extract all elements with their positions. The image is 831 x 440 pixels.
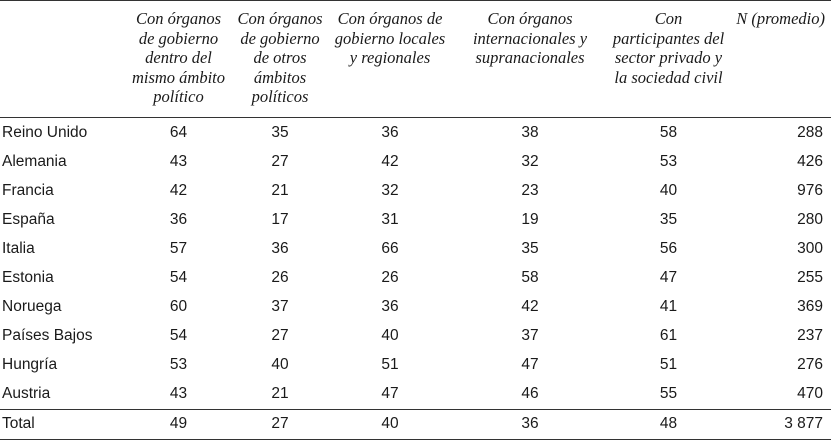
cell-value: 19 <box>521 210 539 228</box>
cell-total-value: 36 <box>450 409 610 439</box>
cell-value: 47 <box>521 356 539 374</box>
header-row <box>0 1 831 118</box>
table-header <box>0 1 831 118</box>
cell-n: 276 <box>797 356 823 374</box>
cell-value: 51 <box>381 356 399 374</box>
cell-value: 27 <box>271 327 289 345</box>
cell-value: 57 <box>169 239 188 257</box>
cell-total-value: 40 <box>330 409 450 439</box>
cell-value: 23 <box>521 181 539 199</box>
table-row <box>0 380 831 410</box>
cell-value: 46 <box>521 385 539 403</box>
cell-value: 42 <box>381 152 399 170</box>
cell-value: 41 <box>659 298 678 316</box>
cell-value: 21 <box>271 385 289 403</box>
cell-country: Italia <box>2 239 35 257</box>
cell-n: 280 <box>797 210 823 228</box>
cell-value: 43 <box>169 385 188 403</box>
cell-country: Austria <box>2 385 51 403</box>
cell-n: 976 <box>797 181 823 199</box>
cell-total-value: 27 <box>230 409 330 439</box>
header-other-scope: Con órganos de gobierno de otros ámbitos políticos <box>237 9 323 106</box>
cell-n: 369 <box>797 298 823 316</box>
cell-value: 64 <box>169 123 188 141</box>
cell-value: 35 <box>521 239 539 257</box>
table-row <box>0 322 831 351</box>
cell-country: Reino Unido <box>2 123 88 141</box>
cell-value: 27 <box>271 152 289 170</box>
cell-value: 31 <box>381 210 399 228</box>
cell-country: España <box>2 210 55 228</box>
cell-value: 26 <box>271 269 289 287</box>
table-row <box>0 293 831 322</box>
cell-value: 36 <box>169 210 188 228</box>
cell-country: Países Bajos <box>2 327 93 345</box>
header-same-scope: Con órganos de gobierno dentro del mismo ámbito político <box>131 9 226 106</box>
cell-value: 40 <box>659 181 678 199</box>
cell-value: 42 <box>169 181 188 199</box>
cell-value: 35 <box>659 210 678 228</box>
cell-n: 426 <box>797 152 823 170</box>
cell-value: 54 <box>169 327 188 345</box>
cell-n: 470 <box>797 385 823 403</box>
cell-value: 51 <box>659 356 678 374</box>
cell-value: 58 <box>659 123 678 141</box>
cell-value: 53 <box>169 356 188 374</box>
cell-value: 53 <box>659 152 678 170</box>
cell-value: 60 <box>169 298 188 316</box>
cell-value: 35 <box>271 123 289 141</box>
total-row <box>0 409 831 439</box>
cell-value: 36 <box>271 239 289 257</box>
cell-value: 54 <box>169 269 188 287</box>
table-row <box>0 263 831 292</box>
table-row <box>0 176 831 205</box>
cell-n: 255 <box>797 269 823 287</box>
header-international: Con órganos internacionales y supranacionales <box>472 9 588 67</box>
table-row <box>0 234 831 263</box>
cell-country: Francia <box>2 181 54 199</box>
cell-value: 38 <box>521 123 539 141</box>
cell-value: 47 <box>381 385 399 403</box>
cell-value: 42 <box>521 298 539 316</box>
header-n-average: N (promedio) <box>736 9 825 28</box>
cell-value: 32 <box>521 152 539 170</box>
table-body <box>0 118 831 440</box>
cell-value: 58 <box>521 269 539 287</box>
cell-total-value: 49 <box>127 409 230 439</box>
cell-value: 40 <box>271 356 289 374</box>
cell-value: 26 <box>381 269 399 287</box>
cell-value: 17 <box>271 210 289 228</box>
cell-value: 43 <box>169 152 188 170</box>
cell-value: 36 <box>381 123 399 141</box>
cell-value: 61 <box>659 327 678 345</box>
header-local-regional: Con órganos de gobierno locales y regionales <box>334 9 446 67</box>
cell-value: 56 <box>659 239 678 257</box>
cell-country: Estonia <box>2 269 54 287</box>
cell-value: 55 <box>659 385 678 403</box>
cell-value: 66 <box>381 239 399 257</box>
cell-n: 300 <box>797 239 823 257</box>
header-private-civil: Con participantes del sector privado y la sociedad civil <box>612 9 725 87</box>
cell-value: 47 <box>659 269 678 287</box>
cell-value: 40 <box>381 327 399 345</box>
cell-country: Alemania <box>2 152 67 170</box>
cell-total-label: Total <box>0 409 127 439</box>
cell-value: 37 <box>271 298 289 316</box>
cell-value: 32 <box>381 181 399 199</box>
cell-n: 237 <box>797 327 823 345</box>
cell-country: Noruega <box>2 298 62 316</box>
header-country <box>0 1 127 118</box>
cell-country: Hungría <box>2 356 58 374</box>
cell-value: 37 <box>521 327 539 345</box>
cell-value: 21 <box>271 181 289 199</box>
table-row <box>0 351 831 380</box>
cell-n: 288 <box>797 123 823 141</box>
cell-total-n: 3 877 <box>727 409 831 439</box>
table-row <box>0 205 831 234</box>
cell-value: 36 <box>381 298 399 316</box>
table-row <box>0 147 831 176</box>
table-row <box>0 118 831 148</box>
cell-total-value: 48 <box>610 409 727 439</box>
